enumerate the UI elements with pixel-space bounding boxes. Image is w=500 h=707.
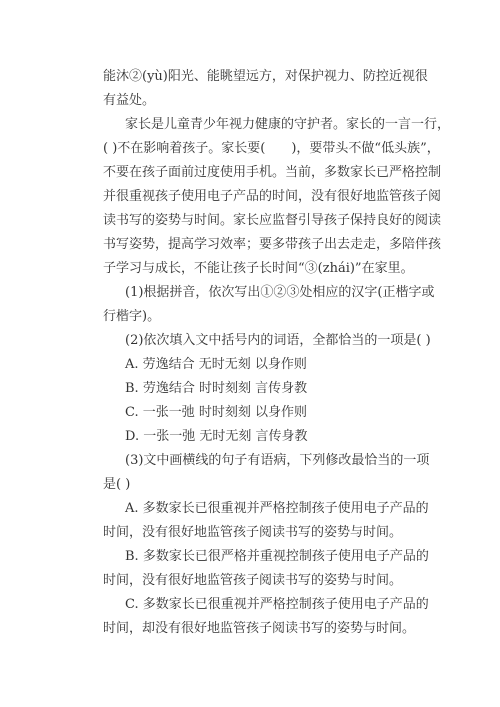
question-line: 是( ) [103, 477, 131, 492]
option-line: 时间，却没有很好地监管孩子阅读书写的姿势与时间。 [103, 621, 416, 636]
paragraph-line: 能沐②(yù)阳光、能眺望远方，对保护视力、防控近视很 [103, 69, 428, 84]
question-line: (2)依次填入文中括号内的词语，全都恰当的一项是( ) [125, 333, 431, 348]
option-line: A. 劳逸结合 无时无刻 以身作则 [125, 357, 307, 372]
paragraph-line: 并很重视孩子使用电子产品的时间，没有很好地监管孩子阅 [103, 189, 442, 204]
option-line: B. 劳逸结合 时时刻刻 言传身教 [125, 381, 308, 396]
option-line: C. 多数家长已很重视并严格控制孩子使用电子产品的 [125, 597, 429, 612]
question-line: (1)根据拼音，依次写出①②③处相应的汉字(正楷字或 [125, 285, 435, 300]
question-line: 行楷字)。 [103, 309, 161, 324]
paragraph-line: 有益处。 [103, 93, 156, 108]
paragraph-line: 子学习与成长，不能让孩子长时间“③(zhái)”在家里。 [103, 261, 414, 276]
option-line: B. 多数家长已很严格并重视控制孩子使用电子产品的 [125, 549, 429, 564]
option-line: D. 一张一弛 无时无刻 言传身教 [125, 429, 308, 444]
paragraph-line: 家长是儿童青少年视力健康的守护者。家长的一言一行， [125, 117, 451, 132]
paragraph-line: ( )不在影响着孩子。家长要( )，要带头不做“低头族”， [103, 141, 440, 156]
paragraph-line: 读书写的姿势与时间。家长应监督引导孩子保持良好的阅读 [103, 213, 442, 228]
option-line: 时间，没有很好地监管孩子阅读书写的姿势与时间。 [103, 525, 403, 540]
paragraph-line: 书写姿势，提高学习效率；要多带孩子出去走走，多陪伴孩 [103, 237, 442, 252]
option-line: 时间，没有很好地监管孩子阅读书写的姿势与时间。 [103, 573, 403, 588]
option-line: C. 一张一弛 时时刻刻 以身作则 [125, 405, 308, 420]
paragraph-line: 不要在孩子面前过度使用手机。当前，多数家长已严格控制 [103, 165, 442, 180]
option-line: A. 多数家长已很重视并严格控制孩子使用电子产品的 [125, 501, 429, 516]
question-line: (3)文中画横线的句子有语病，下列修改最恰当的一项 [125, 453, 430, 468]
